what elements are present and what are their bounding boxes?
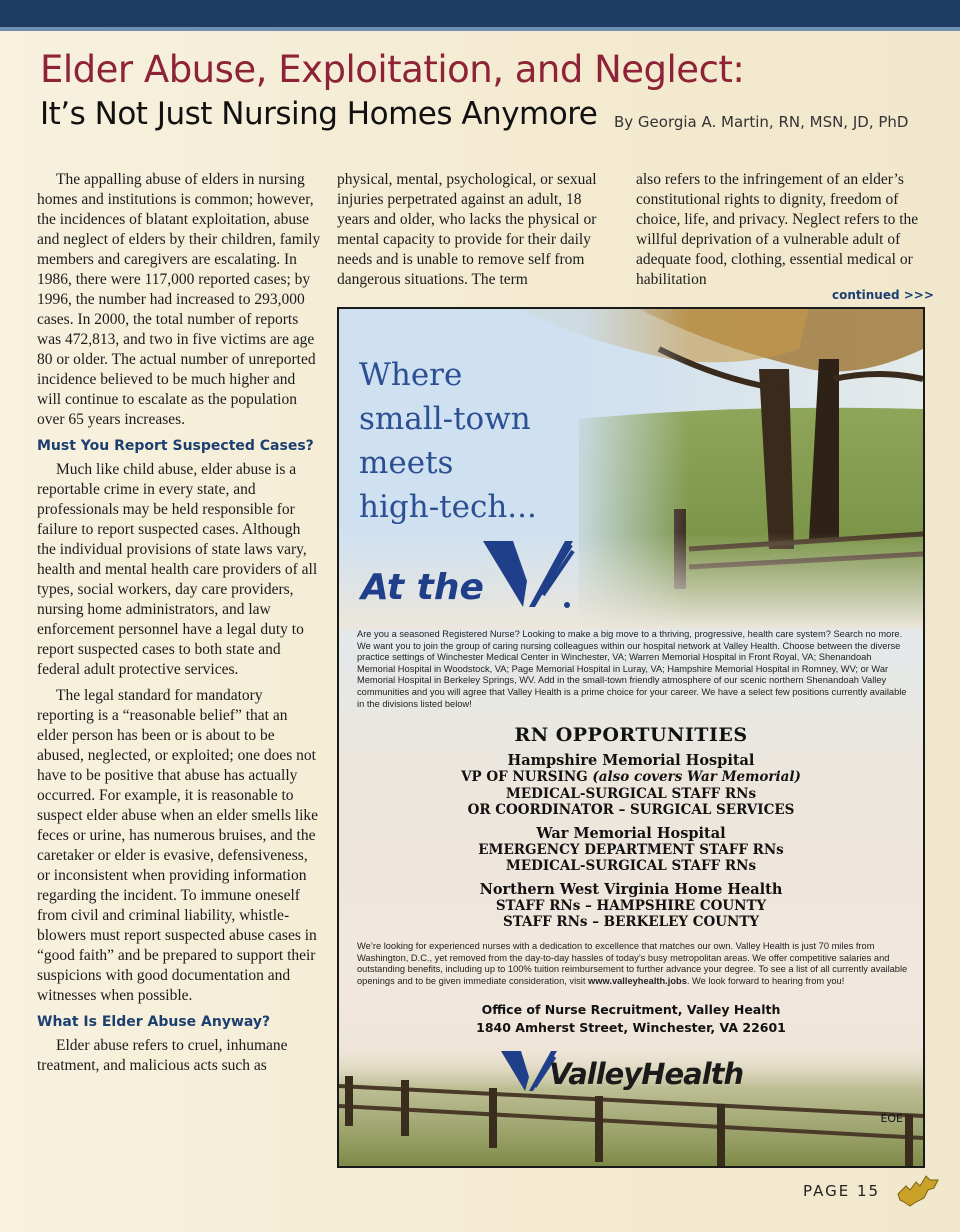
article-column-2 — [337, 170, 617, 296]
rn-heading: RN OPPORTUNITIES — [514, 724, 748, 746]
continued-link[interactable]: continued >>> — [832, 288, 934, 302]
position: OR COORDINATOR – SURGICAL SERVICES — [467, 802, 795, 818]
ad-closing-text — [357, 941, 909, 987]
ad-headline-line: Where — [359, 357, 463, 393]
paragraph: The appalling abuse of elders in nursing homes and institutions is common; however, the incidences of blatant exploitation, abuse and neglect of elders by their children, family members and caregivers are escalating. In 1986, there were 117,000 reported cases; by 1996, the number had increased to 293,000 cases. In 2000, the total number of reports was 472,813, and two in five victims are age 80 or older. The actual number of unreported incidence believed to be much higher and will continue to escalate as the population over 65 years increases. — [37, 171, 321, 428]
office-name: Office of Nurse Recruitment, Valley Health — [481, 1002, 781, 1017]
position-title: VP OF NURSING — [461, 769, 593, 785]
hospital-name: Northern West Virginia Home Health — [479, 880, 783, 898]
valley-health-v-icon — [479, 537, 575, 609]
top-banner-stripe — [0, 27, 960, 31]
eoe-label: EOE — [880, 1112, 903, 1125]
page-number: PAGE 15 — [803, 1182, 881, 1200]
closing-text-end: . We look forward to hearing from you! — [686, 975, 845, 986]
paragraph: physical, mental, psychological, or sexual injuries perpetrated against an adult, 18 years and older, who lacks the physical or mental capacity to provide for their daily needs and is unable to remove self from dangerous situations. The term — [337, 171, 597, 288]
office-address — [339, 1001, 923, 1037]
article-column-1 — [37, 170, 322, 1082]
paragraph: Elder abuse refers to cruel, inhumane treatment, and malicious acts such as — [37, 1037, 288, 1074]
position-note: (also covers War Memorial) — [592, 769, 801, 785]
ad-headline — [359, 353, 599, 529]
position: MEDICAL-SURGICAL STAFF RNs — [505, 858, 757, 874]
position — [339, 769, 923, 786]
position: STAFF RNs – BERKELEY COUNTY — [502, 914, 760, 930]
ad-headline-line: small-town — [359, 401, 531, 437]
closing-text: We’re looking for experienced nurses with a dedication to excellence that matches our own. Valley Health is just 70 miles from Washington, D.C., yet removed from the day-to-day hassles of today’s busy metropolitan areas. We offer competitive salaries and outstanding benefits, including up to 100% tuition reimbursement to further advance your degree. To see a list of all currently available openings and to be given immediate consideration, visit — [357, 941, 908, 986]
position: STAFF RNs – HAMPSHIRE COUNTY — [495, 897, 767, 914]
ad-intro-text: Are you a seasoned Registered Nurse? Looking to make a big move to a thriving, progressive, health care system? Search no more. We want you to join the group of caring nursing colleagues within our hospital network at Valley Health. Choose between the diverse practice settings of Winchester Medical Center in Winchester, VA; Warren Memorial Hospital in Front Royal, VA; Shenandoah Memorial Hospital in Woodstock, VA; Page Memorial Hospital in Luray, VA; Hampshire Memorial Hospital in Romney, WV; or War Memorial Hospital in Berkeley Springs, WV. Add in the small-town friendly atmosphere of our scenic northern Shenandoah Valley communities and you will agree that Valley Health is a prime choice for your career. We have a select few positions currently available in the divisions listed below! — [357, 629, 907, 709]
hospital-name: Hampshire Memorial Hospital — [507, 752, 755, 769]
paragraph: also refers to the infringement of an elder’s constitutional rights to dignity, freedom of choice, life, and privacy. Neglect refers to the willful deprivation of a vulnerable adult of adequate food, clothing, essential medical or habilitation — [636, 171, 919, 288]
valley-health-logo-text: ValleyHealth — [549, 1057, 744, 1091]
west-virginia-icon — [896, 1172, 940, 1208]
valley-health-advertisement — [337, 307, 925, 1168]
ad-at-the: At the — [361, 567, 484, 608]
top-banner-bar — [0, 0, 960, 27]
paragraph: The legal standard for mandatory reporting is a “reasonable belief” that an elder person has been or is about to be abused, neglected, or exploited; one does not have to be positive that abuse has actually occurred. For example, it is reasonable to suspect elder abuse when an elder smells like feces or urine, has numerous bruises, and the caretaker or elder is evasive, defensiveness, or inconsistent when providing information regarding the incident. To immune oneself from civil and criminal liability, whistle-blowers must report suspected abuse cases in “good faith” and be prepared to support their suspicions with good documentation and witnesses when possible. — [37, 687, 319, 1004]
position: MEDICAL-SURGICAL STAFF RNs — [505, 785, 757, 802]
article-title: Elder Abuse, Exploitation, and Neglect: — [40, 48, 745, 91]
careers-link[interactable]: www.valleyhealth.jobs — [588, 975, 687, 986]
position: EMERGENCY DEPARTMENT STAFF RNs — [478, 841, 784, 858]
ad-headline-line: high-tech... — [359, 489, 537, 525]
ad-headline-line: meets — [359, 445, 454, 481]
article-column-3 — [636, 170, 926, 296]
rn-opportunities — [339, 724, 923, 931]
hospital-name: War Memorial Hospital — [536, 824, 726, 842]
article-subtitle: It’s Not Just Nursing Homes Anymore — [40, 96, 598, 132]
section-heading: Must You Report Suspected Cases? — [37, 438, 314, 454]
paragraph: Much like child abuse, elder abuse is a reportable crime in every state, and professionals may be held responsible for failure to report suspected cases. Although the individual provisions of state laws vary, health and mental health care providers of all types, social workers, day care providers, nursing home administrators, and law enforcement personnel have a legal duty to report suspected cases to both state and federal adult protective services. — [37, 461, 318, 678]
office-street: 1840 Amherst Street, Winchester, VA 22601 — [476, 1020, 786, 1035]
article-byline: By Georgia A. Martin, RN, MSN, JD, PhD — [614, 113, 909, 131]
section-heading: What Is Elder Abuse Anyway? — [37, 1014, 271, 1030]
